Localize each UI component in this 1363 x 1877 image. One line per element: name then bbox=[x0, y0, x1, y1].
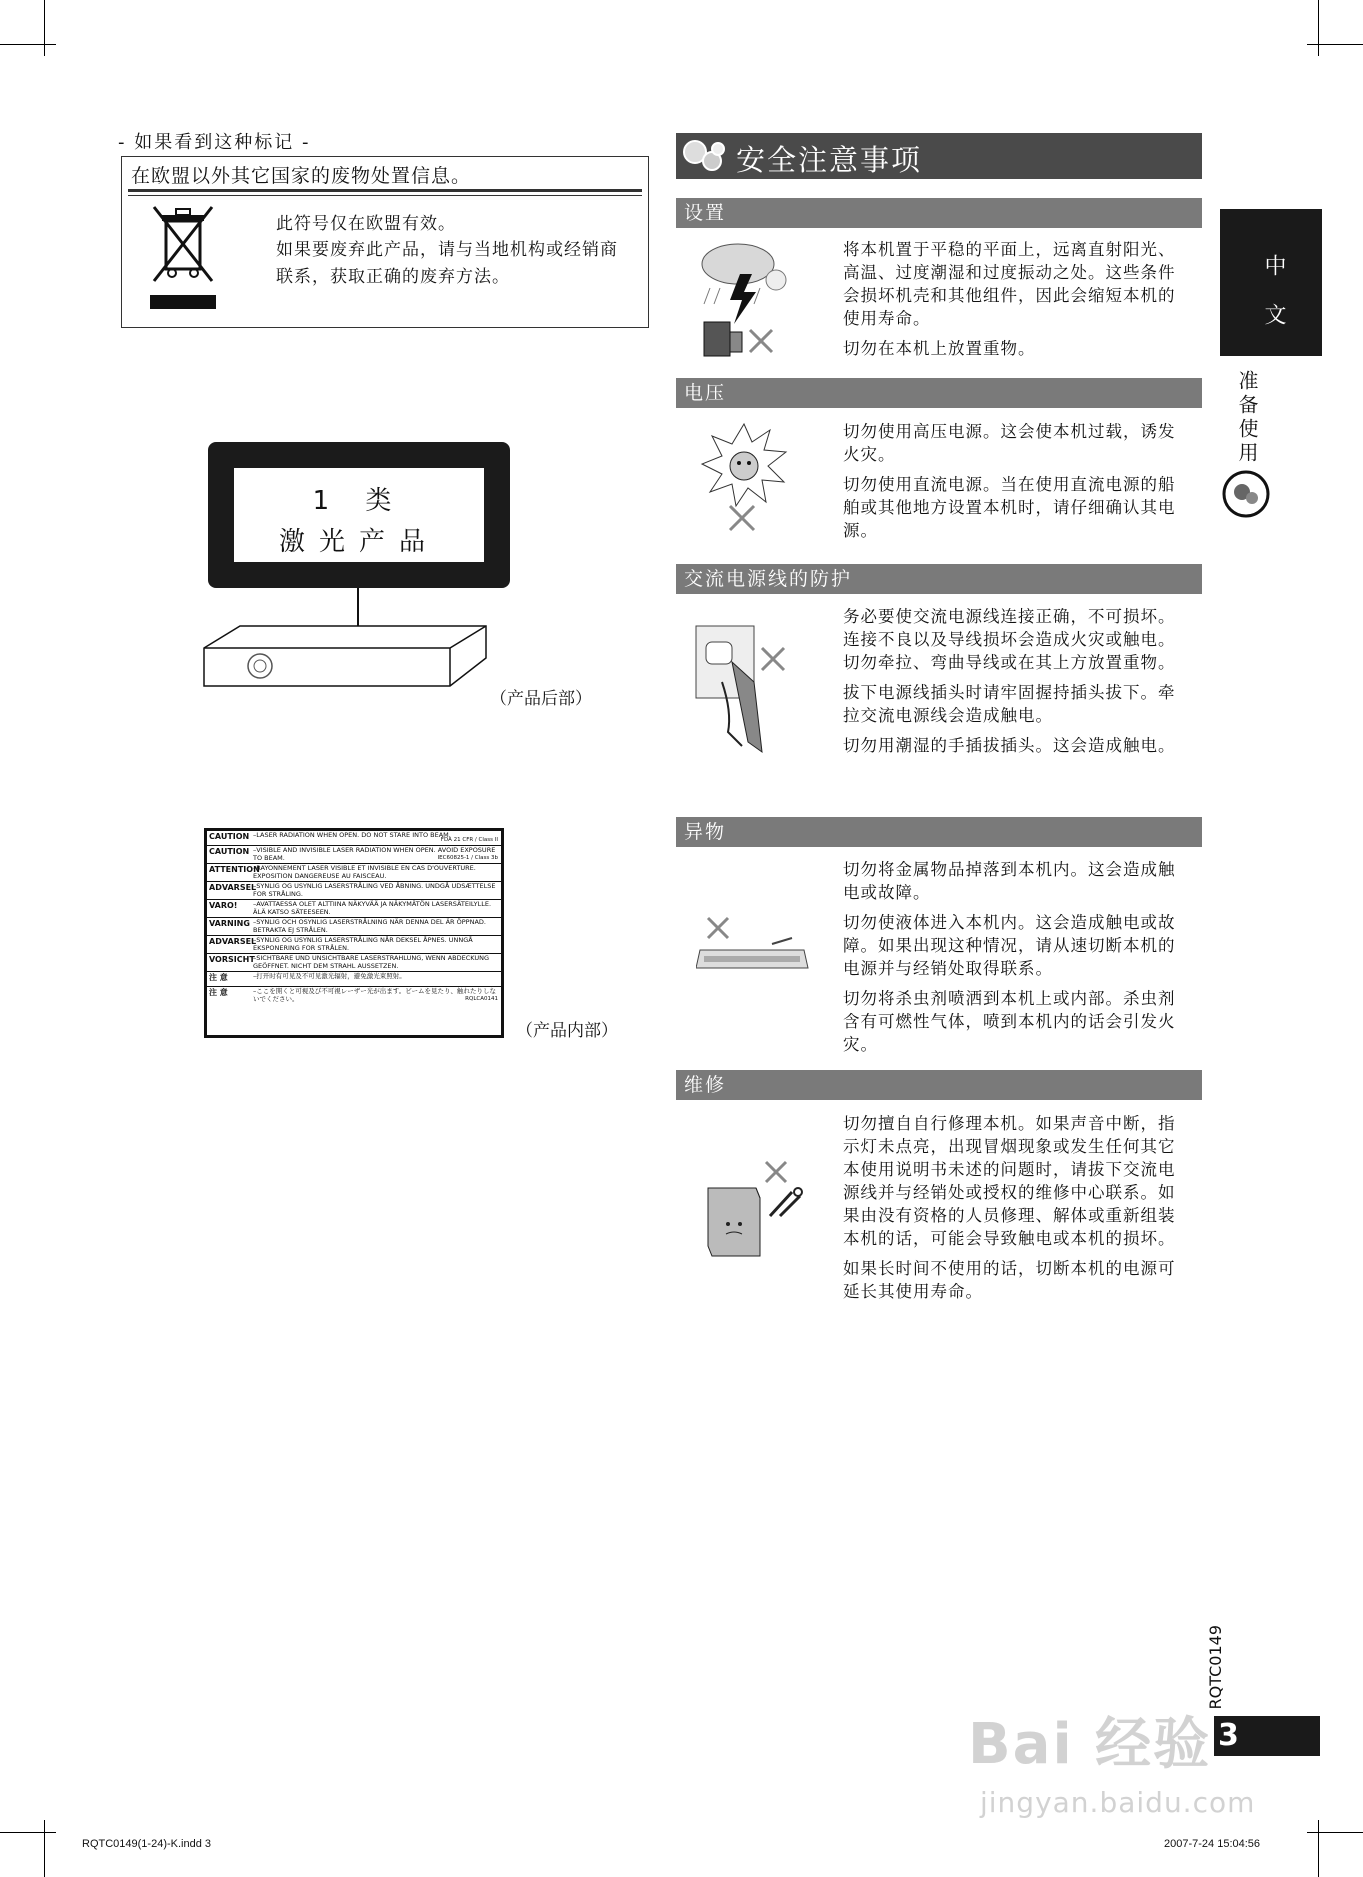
model-number: RQTC0149 bbox=[1206, 1625, 1225, 1710]
caution-text: –ここを開くと可視及び不可視レーザー光が出ます。ビームを見たり、触れたりしないでください。 bbox=[253, 987, 496, 1003]
caution-row bbox=[207, 987, 501, 1004]
crop-mark bbox=[1318, 0, 1319, 56]
section-body-repair: 切勿擅自自行修理本机。如果声音中断，指示灯未点亮，出现冒烟现象或发生任何其它本使用说明书未述的问题时，请拔下交流电源线并与经销处或授权的维修中心联系。如果由没有资格的人员修理、解体或重新组装本机的话，可能会导致触电或本机的损坏。 如果长时间不使用的话，切断本机的电源可延长其使用寿命。 bbox=[843, 1114, 1176, 1301]
laser-class-label bbox=[208, 442, 510, 588]
section-heading-ac-cord: 交流电源线的防护 bbox=[676, 564, 1202, 594]
caution-row bbox=[207, 900, 501, 918]
caution-note: FDA 21 CFR / Class II bbox=[440, 836, 498, 843]
caution-text: –LASER RADIATION WHEN OPEN. DO NOT STARE INTO BEAM. bbox=[253, 831, 451, 839]
crop-mark bbox=[0, 1832, 56, 1833]
laser-class-line1: 1 类 bbox=[312, 486, 406, 516]
laser-class-line2: 激光产品 bbox=[278, 527, 439, 557]
section-body-setup: 将本机置于平稳的平面上，远离直射阳光、高温、过度潮湿和过度振动之处。这些条件会损坏机壳和其他组件，因此会缩短本机的使用寿命。 切勿在本机上放置重物。 bbox=[843, 240, 1176, 358]
crop-mark bbox=[44, 0, 45, 56]
crossed-bin-icon bbox=[148, 201, 218, 311]
crop-mark bbox=[44, 1820, 45, 1877]
caution-row bbox=[207, 918, 501, 936]
footer-date: 2007-7-24 15:04:56 bbox=[1164, 1838, 1261, 1850]
crop-mark bbox=[0, 44, 56, 45]
page-number: 3 bbox=[1218, 1718, 1239, 1753]
caution-text: –SYNLIG OG USYNLIG LASERSTRÅLING VED ÅBNING. UNDGÅ UDSÆTTELSE FOR STRÅLING. bbox=[253, 882, 496, 898]
caution-row bbox=[207, 831, 501, 846]
caution-row bbox=[207, 846, 501, 864]
product-rear-illustration bbox=[200, 588, 500, 710]
safety-header bbox=[676, 133, 1202, 179]
language-tab: 中 文 bbox=[1220, 209, 1322, 356]
caption-product-inside: （产品内部） bbox=[516, 1021, 618, 1041]
safety-title: 安全注意事项 bbox=[736, 143, 923, 177]
caution-note: RQLCA0141 bbox=[465, 995, 498, 1002]
section-body-voltage: 切勿使用高压电源。这会使本机过载，诱发火灾。 切勿使用直流电源。当在使用直流电源的船舶或其他地方设置本机时，请仔细确认其电源。 bbox=[843, 422, 1176, 540]
caution-tag: VORSICHT bbox=[209, 955, 255, 964]
baidu-watermark-url: jingyan.baidu.com bbox=[980, 1786, 1256, 1819]
section-heading-repair: 维修 bbox=[676, 1070, 1202, 1100]
caution-tag: ADVARSEL bbox=[209, 883, 257, 892]
page-number-box bbox=[1214, 1716, 1320, 1756]
section-body-ac-cord: 务必要使交流电源线连接正确，不可损坏。连接不良以及导线损坏会造成火灾或触电。切勿牵拉、弯曲导线或在其上方放置重物。 拔下电源线插头时请牢固握持插头拔下。牵拉交流电源线会造成触电。 切勿用潮湿的手插拔插头。这会造成触电。 bbox=[843, 607, 1176, 755]
footer-file: RQTC0149(1-24)-K.indd 3 bbox=[82, 1838, 212, 1850]
section-heading-voltage: 电压 bbox=[676, 378, 1202, 408]
caution-row bbox=[207, 936, 501, 954]
caption-product-rear: （产品后部） bbox=[490, 689, 592, 709]
caution-note: IEC60825-1 / Class 3b bbox=[437, 854, 498, 861]
caution-text: –SYNLIG OG USYNLIG LASERSTRÅLING NÅR DEKSEL ÅPNES. UNNGÅ EKSPONERING FOR STRÅLEN. bbox=[253, 936, 473, 952]
wet-hand-plug-icon bbox=[692, 622, 790, 754]
crop-mark bbox=[1318, 1820, 1319, 1877]
caution-tag: ATTENTION bbox=[209, 865, 260, 874]
caution-text: –SICHTBARE UND UNSICHTBARE LASERSTRAHLUNG, WENN ABDECKUNG GEÖFFNET. NICHT DEM STRAHL AUSSETZEN. bbox=[253, 954, 489, 970]
caution-text: –RAYONNEMENT LASER VISIBLE ET INVISIBLE EN CAS D'OUVERTURE. EXPOSITION DANGEREUSE AU FAISCEAU. bbox=[253, 864, 476, 880]
baidu-watermark: Bai 经验 bbox=[968, 1712, 1212, 1777]
section-heading-setup: 设置 bbox=[676, 198, 1202, 228]
section-body-foreign-objects: 切勿将金属物品掉落到本机内。这会造成触电或故障。 切勿使液体进入本机内。这会造成触电或故障。如果出现这种情况，请从速切断本机的电源并与经销处取得联系。 切勿将杀虫剂喷洒到本机上或内部。杀虫剂含有可燃性气体，喷到本机内的话会引发火灾。 bbox=[843, 860, 1176, 1054]
caution-row bbox=[207, 882, 501, 900]
caution-tag: 注 意 bbox=[209, 988, 228, 997]
prep-bubbles-icon bbox=[1222, 470, 1270, 518]
eu-text-1: 此符号仅在欧盟有效。 bbox=[276, 214, 456, 234]
weather-hazard-icon bbox=[696, 238, 788, 360]
caution-tag: CAUTION bbox=[209, 832, 250, 841]
caution-tag: 注 意 bbox=[209, 973, 228, 982]
caution-row bbox=[207, 864, 501, 882]
eu-heading: 在欧盟以外其它国家的废物处置信息。 bbox=[131, 165, 472, 187]
repair-tools-icon bbox=[700, 1158, 812, 1258]
eu-disposal-box bbox=[121, 156, 649, 328]
eu-text-2: 如果要废弃此产品，请与当地机构或经销商联系，获取正确的废弃方法。 bbox=[276, 240, 618, 287]
eu-title: - 如果看到这种标记 - bbox=[118, 132, 311, 153]
crop-mark bbox=[1307, 44, 1363, 45]
caution-tag: VARO! bbox=[209, 901, 238, 910]
safety-bubbles-icon bbox=[682, 139, 728, 173]
caution-tag: CAUTION bbox=[209, 847, 250, 856]
caution-text: –AVATTAESSA OLET ALTTIINA NÄKYVÄÄ JA NÄKYMÄTÖN LASERSÄTEILYLLE. ÄLÄ KATSO SÄTEESEEN. bbox=[253, 900, 492, 916]
caution-row bbox=[207, 954, 501, 972]
caution-tag: ADVARSEL bbox=[209, 937, 257, 946]
caution-text: –VISIBLE AND INVISIBLE LASER RADIATION WHEN OPEN. AVOID EXPOSURE TO BEAM. bbox=[253, 846, 496, 862]
prep-label: 准备使用 bbox=[1235, 370, 1259, 466]
caution-row bbox=[207, 972, 501, 987]
crop-mark bbox=[1307, 1832, 1363, 1833]
laser-caution-label bbox=[204, 828, 504, 1038]
caution-text: –SYNLIG OCH OSYNLIG LASERSTRÅLNING NÄR DENNA DEL ÄR ÖPPNAD. BETRAKTA EJ STRÅLEN. bbox=[253, 918, 486, 934]
caution-text: –打开时有可见及不可见激光辐射，避免激光束照射。 bbox=[253, 972, 406, 980]
section-heading-foreign-objects: 异物 bbox=[676, 817, 1202, 847]
caution-tag: VARNING bbox=[209, 919, 250, 928]
foreign-object-device-icon bbox=[696, 916, 812, 974]
electric-shock-icon bbox=[700, 422, 788, 532]
